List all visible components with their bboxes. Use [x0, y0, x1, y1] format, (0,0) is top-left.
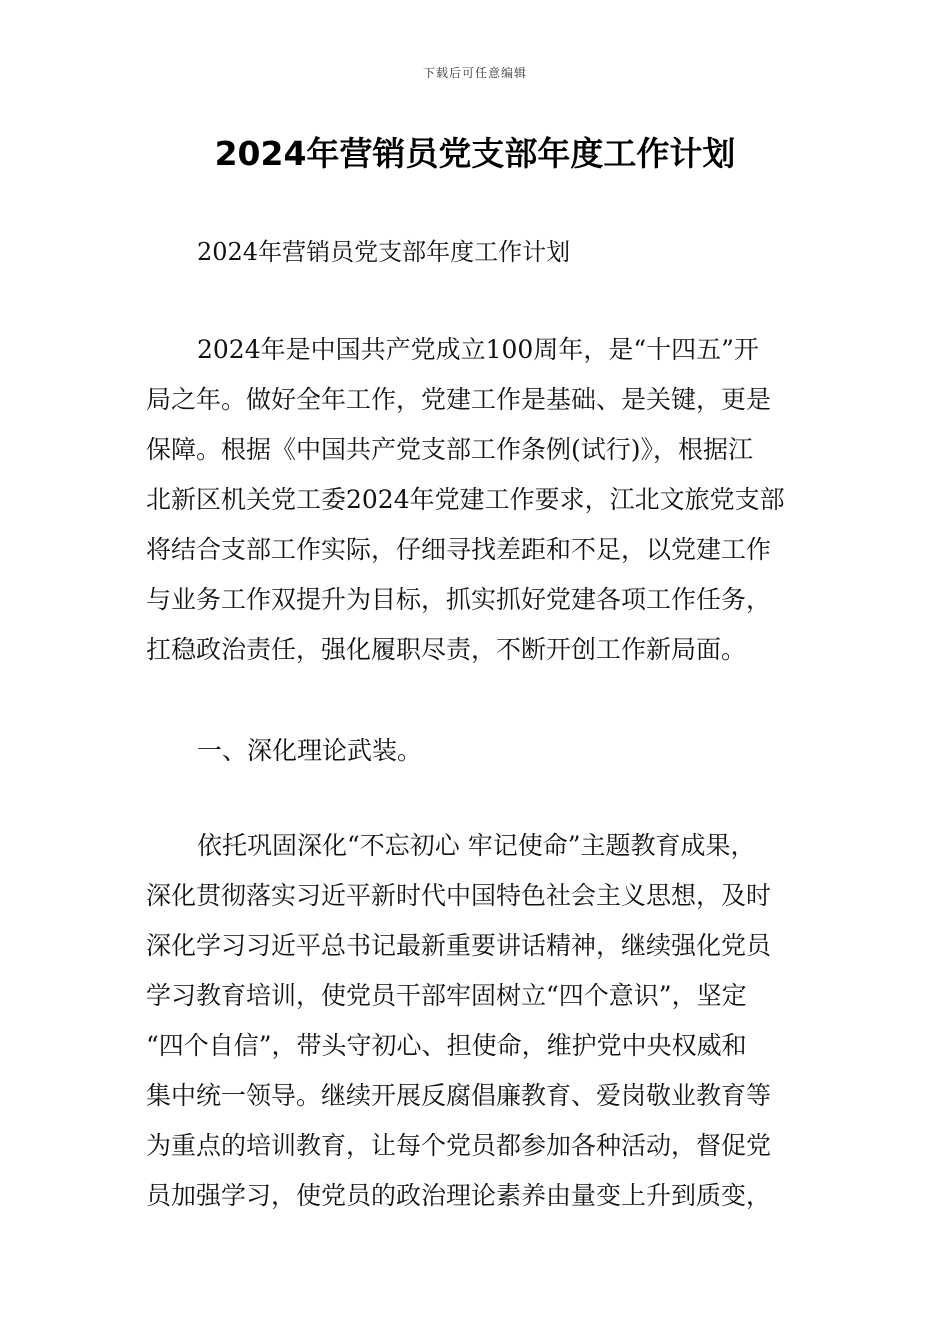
paragraph-line: 集中统一领导。继续开展反腐倡廉教育、爱岗敬业教育等: [146, 1081, 772, 1110]
document-subtitle: 2024年营销员党支部年度工作计划: [197, 238, 571, 266]
paragraph-line: 局之年。做好全年工作，党建工作是基础、是关键，更是: [146, 385, 772, 414]
paragraph-line: 为重点的培训教育，让每个党员都参加各种活动，督促党: [146, 1131, 772, 1160]
paragraph-line: 深化学习习近平总书记最新重要讲话精神，继续强化党员: [146, 931, 772, 960]
paragraph-line: 2024年是中国共产党成立100周年，是“十四五”开: [197, 335, 759, 364]
paragraph-line: “四个自信”，带头守初心、担使命，维护党中央权威和: [146, 1031, 747, 1060]
paragraph-line: 与业务工作双提升为目标，抓实抓好党建各项工作任务，: [146, 585, 772, 614]
section-heading: 一、深化理论武装。: [197, 736, 423, 765]
paragraph-line: 扛稳政治责任，强化履职尽责，不断开创工作新局面。: [146, 635, 747, 664]
section-paragraph: [146, 821, 810, 1221]
paragraph-line: 依托巩固深化“不忘初心 牢记使命”主题教育成果，: [197, 831, 756, 860]
paragraph-line: 深化贯彻落实习近平新时代中国特色社会主义思想，及时: [146, 881, 772, 910]
paragraph-line: 将结合支部工作实际，仔细寻找差距和不足，以党建工作: [146, 535, 772, 564]
paragraph-line: 保障。根据《中国共产党支部工作条例(试行)》，根据江: [146, 435, 754, 464]
document-title: 2024年营销员党支部年度工作计划: [214, 134, 736, 173]
paragraph-line: 北新区机关党工委2024年党建工作要求，江北文旅党支部: [146, 485, 785, 514]
intro-paragraph: [146, 325, 810, 675]
paragraph-line: 员加强学习，使党员的政治理论素养由量变上升到质变，: [146, 1181, 772, 1210]
page-header-note: 下载后可任意编辑: [422, 66, 527, 80]
paragraph-line: 学习教育培训，使党员干部牢固树立“四个意识”，坚定: [146, 981, 747, 1010]
